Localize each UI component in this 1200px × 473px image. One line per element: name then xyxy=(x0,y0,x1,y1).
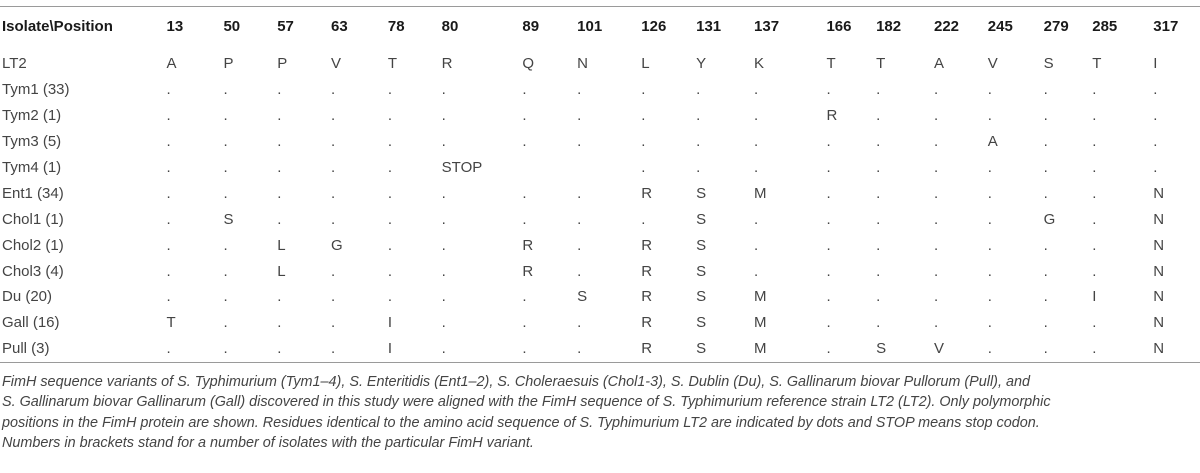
residue-cell: . xyxy=(277,340,282,358)
residue-cell: . xyxy=(696,133,701,151)
residue-cell: . xyxy=(223,81,228,99)
residue-cell: S xyxy=(696,340,707,358)
position-header-57: 57 xyxy=(277,17,294,35)
position-header-50: 50 xyxy=(223,17,241,35)
residue-cell: I xyxy=(1153,55,1158,73)
residue-cell: . xyxy=(166,288,171,306)
residue-cell: . xyxy=(577,107,582,125)
residue-cell: . xyxy=(641,107,646,125)
residue-cell: . xyxy=(441,288,446,306)
residue-cell: . xyxy=(1092,210,1097,228)
residue-cell: . xyxy=(387,210,393,228)
residue-cell: . xyxy=(934,184,939,202)
residue-cell: . xyxy=(331,159,336,176)
residue-cell: . xyxy=(641,133,646,151)
residue-cell: . xyxy=(826,262,831,280)
residue-cell: . xyxy=(696,107,701,125)
residue-cell: . xyxy=(277,210,282,228)
residue-cell: Q xyxy=(522,55,535,73)
residue-cell: S xyxy=(696,236,707,254)
fimh-variant-table xyxy=(0,7,1200,362)
residue-cell: . xyxy=(522,184,527,202)
residue-cell: . xyxy=(223,184,228,202)
residue-cell: . xyxy=(331,210,336,228)
residue-cell: . xyxy=(1092,236,1097,254)
position-header-101: 101 xyxy=(577,17,603,35)
residue-cell: . xyxy=(987,288,992,306)
residue-cell: . xyxy=(987,107,992,125)
residue-cell: . xyxy=(387,262,393,280)
residue-cell: . xyxy=(277,184,282,202)
isolate-name: Chol3 (4) xyxy=(2,262,64,280)
residue-cell: . xyxy=(577,340,582,358)
residue-cell: . xyxy=(441,236,446,254)
residue-cell: . xyxy=(934,159,939,176)
residue-cell: . xyxy=(1092,184,1097,202)
table-row xyxy=(0,103,1200,129)
residue-cell: . xyxy=(277,107,282,125)
residue-cell: . xyxy=(754,81,759,99)
residue-cell: . xyxy=(1043,133,1048,151)
residue-cell: T xyxy=(826,55,836,73)
residue-cell: . xyxy=(522,210,527,228)
residue-cell: . xyxy=(1043,262,1048,280)
residue-cell: . xyxy=(1043,184,1048,202)
residue-cell: T xyxy=(387,55,398,73)
residue-cell: . xyxy=(696,81,701,99)
residue-cell: . xyxy=(577,184,582,202)
residue-cell: . xyxy=(826,210,831,228)
residue-cell: . xyxy=(987,184,992,202)
residue-cell: . xyxy=(331,340,336,358)
residue-cell: . xyxy=(277,133,282,151)
table-caption xyxy=(0,372,1198,454)
residue-cell: R xyxy=(641,314,653,332)
residue-cell: . xyxy=(696,159,701,176)
residue-cell: G xyxy=(1043,210,1056,228)
residue-cell: R xyxy=(441,55,453,73)
residue-cell: . xyxy=(826,288,831,306)
residue-cell: T xyxy=(876,55,886,73)
residue-cell: . xyxy=(522,340,527,358)
bottom-rule xyxy=(0,362,1200,363)
position-header-80: 80 xyxy=(441,17,459,35)
residue-cell: . xyxy=(1153,81,1158,99)
residue-cell: R xyxy=(522,262,534,280)
header-row xyxy=(0,7,1200,45)
residue-cell: . xyxy=(1092,107,1097,125)
residue-cell: . xyxy=(223,314,228,332)
residue-cell: . xyxy=(277,314,282,332)
residue-cell: N xyxy=(1153,262,1165,280)
residue-cell: . xyxy=(876,107,881,125)
residue-cell: . xyxy=(223,288,228,306)
isolate-name: Tym1 (33) xyxy=(2,81,70,99)
residue-cell: S xyxy=(696,184,707,202)
residue-cell: . xyxy=(166,133,171,151)
residue-cell: . xyxy=(331,184,336,202)
residue-cell: . xyxy=(754,210,759,228)
residue-cell: I xyxy=(387,340,393,358)
residue-cell: . xyxy=(387,81,393,99)
residue-cell: N xyxy=(1153,340,1165,358)
residue-cell: . xyxy=(387,236,393,254)
residue-cell: . xyxy=(826,184,831,202)
table-row xyxy=(0,232,1200,258)
residue-cell: . xyxy=(577,236,582,254)
table-row xyxy=(0,336,1200,362)
residue-cell: . xyxy=(876,133,881,151)
residue-cell: . xyxy=(1153,107,1158,125)
table-row xyxy=(0,129,1200,155)
residue-cell: L xyxy=(277,236,286,254)
caption-line: positions in the FimH protein are shown. Residues identical to the amino acid sequence of S. Typhimurium LT2 are indicated by dots and STOP means stop codon. xyxy=(2,414,1040,431)
isolate-name: Du (20) xyxy=(2,288,53,306)
residue-cell: . xyxy=(166,210,171,228)
residue-cell: . xyxy=(754,159,759,176)
residue-cell: . xyxy=(934,262,939,280)
table-row xyxy=(0,310,1200,336)
residue-cell: Y xyxy=(696,55,707,73)
residue-cell: . xyxy=(166,184,171,202)
residue-cell: . xyxy=(223,133,228,151)
residue-cell: . xyxy=(387,184,393,202)
residue-cell: . xyxy=(331,107,336,125)
table-row xyxy=(0,45,1200,77)
residue-cell: . xyxy=(987,314,992,332)
residue-cell: . xyxy=(441,210,446,228)
residue-cell: S xyxy=(696,288,707,306)
residue-cell: . xyxy=(987,159,992,176)
residue-cell: . xyxy=(277,159,282,176)
residue-cell: . xyxy=(876,236,881,254)
table-figure xyxy=(0,6,1200,454)
residue-cell: N xyxy=(577,55,589,73)
residue-cell: . xyxy=(934,288,939,306)
residue-cell: . xyxy=(1043,288,1048,306)
residue-cell: . xyxy=(522,133,527,151)
residue-cell: . xyxy=(441,184,446,202)
residue-cell: . xyxy=(876,184,881,202)
residue-cell: R xyxy=(641,262,653,280)
residue-cell: R xyxy=(641,288,653,306)
residue-cell: M xyxy=(754,288,767,306)
residue-cell: . xyxy=(934,210,939,228)
residue-cell: . xyxy=(522,288,527,306)
residue-cell: S xyxy=(1043,55,1054,73)
isolate-name: Ent1 (34) xyxy=(2,184,64,202)
caption-line: S. Gallinarum biovar Gallinarum (Gall) discovered in this study were aligned with the FimH sequence of S. Typhimurium reference strain LT2 (LT2). Only polymorphic xyxy=(2,394,1051,411)
residue-cell: . xyxy=(1092,314,1097,332)
residue-cell: V xyxy=(331,55,342,73)
residue-cell: . xyxy=(826,159,831,176)
residue-cell: . xyxy=(441,81,446,99)
residue-cell: . xyxy=(331,81,336,99)
isolate-name: Tym2 (1) xyxy=(2,107,62,125)
isolate-name: Pull (3) xyxy=(2,340,50,358)
residue-cell: P xyxy=(223,55,234,73)
table-row xyxy=(0,77,1200,103)
residue-cell: . xyxy=(166,236,171,254)
residue-cell: . xyxy=(934,236,939,254)
residue-cell: . xyxy=(1092,340,1097,358)
residue-cell: . xyxy=(331,262,336,280)
residue-cell: . xyxy=(441,133,446,151)
residue-cell: . xyxy=(754,107,759,125)
residue-cell: . xyxy=(1043,236,1048,254)
residue-cell: . xyxy=(522,107,527,125)
residue-cell: . xyxy=(441,262,446,280)
position-header-166: 166 xyxy=(826,17,852,35)
residue-cell: S xyxy=(876,340,887,358)
residue-cell: . xyxy=(876,262,881,280)
residue-cell: . xyxy=(641,81,646,99)
residue-cell: . xyxy=(754,133,759,151)
residue-cell: . xyxy=(641,210,646,228)
residue-cell: . xyxy=(166,159,171,176)
residue-cell: . xyxy=(577,133,582,151)
residue-cell: . xyxy=(876,288,881,306)
residue-cell: G xyxy=(331,236,343,254)
caption-line: Numbers in brackets stand for a number of isolates with the particular FimH variant. xyxy=(2,435,534,452)
residue-cell: . xyxy=(826,133,831,151)
residue-cell: . xyxy=(1043,107,1048,125)
residue-cell: . xyxy=(166,81,171,99)
residue-cell: . xyxy=(754,236,759,254)
table-row xyxy=(0,284,1200,310)
isolate-name: Tym3 (5) xyxy=(2,133,62,151)
residue-cell: R xyxy=(826,107,838,125)
residue-cell: . xyxy=(987,210,992,228)
residue-cell: S xyxy=(696,314,707,332)
residue-cell: . xyxy=(331,133,336,151)
position-header-279: 279 xyxy=(1043,17,1069,35)
residue-cell: N xyxy=(1153,236,1165,254)
residue-cell: . xyxy=(441,107,446,125)
residue-cell: . xyxy=(826,314,831,332)
residue-cell: . xyxy=(826,236,831,254)
position-header-63: 63 xyxy=(331,17,348,35)
residue-cell: . xyxy=(826,340,831,358)
residue-cell: . xyxy=(522,314,527,332)
residue-cell: L xyxy=(641,55,650,73)
residue-cell: . xyxy=(522,81,527,99)
residue-cell: M xyxy=(754,184,767,202)
residue-cell: . xyxy=(223,236,228,254)
residue-cell: . xyxy=(1043,340,1048,358)
position-header-285: 285 xyxy=(1092,17,1118,35)
residue-cell: . xyxy=(1092,262,1097,280)
residue-cell: T xyxy=(166,314,176,332)
residue-cell: . xyxy=(1043,314,1048,332)
residue-cell: T xyxy=(1092,55,1102,73)
residue-cell: . xyxy=(441,314,446,332)
residue-cell: L xyxy=(277,262,286,280)
residue-cell: . xyxy=(1043,81,1048,99)
position-header-222: 222 xyxy=(934,17,960,35)
header-isolate-position: Isolate\Position xyxy=(2,17,113,35)
residue-cell: . xyxy=(223,107,228,125)
residue-cell: . xyxy=(934,314,939,332)
residue-cell: . xyxy=(876,159,881,176)
residue-cell: . xyxy=(876,81,881,99)
residue-cell: I xyxy=(387,314,393,332)
residue-cell: . xyxy=(1043,159,1048,176)
position-header-78: 78 xyxy=(387,17,405,35)
residue-cell: R xyxy=(641,340,653,358)
isolate-name: Chol1 (1) xyxy=(2,210,64,228)
residue-cell: . xyxy=(641,159,646,176)
residue-cell: . xyxy=(387,133,393,151)
residue-cell: . xyxy=(223,340,228,358)
residue-cell: STOP xyxy=(441,159,483,176)
residue-cell: . xyxy=(934,107,939,125)
residue-cell: . xyxy=(166,340,171,358)
residue-cell: . xyxy=(987,236,992,254)
residue-cell: V xyxy=(987,55,998,73)
residue-cell: . xyxy=(277,288,282,306)
residue-cell: A xyxy=(987,133,998,151)
residue-cell: P xyxy=(277,55,288,73)
residue-cell: R xyxy=(522,236,534,254)
position-header-13: 13 xyxy=(166,17,184,35)
residue-cell: . xyxy=(577,314,582,332)
residue-cell: I xyxy=(1092,288,1097,306)
position-header-182: 182 xyxy=(876,17,902,35)
residue-cell: . xyxy=(223,262,228,280)
residue-cell: . xyxy=(934,133,939,151)
residue-cell: S xyxy=(696,210,707,228)
residue-cell: . xyxy=(331,314,336,332)
residue-cell: . xyxy=(277,81,282,99)
residue-cell: R xyxy=(641,184,653,202)
isolate-name: Tym4 (1) xyxy=(2,159,62,176)
isolate-name: LT2 xyxy=(2,55,27,73)
position-header-137: 137 xyxy=(754,17,780,35)
position-header-126: 126 xyxy=(641,17,667,35)
residue-cell: . xyxy=(166,262,171,280)
residue-cell: . xyxy=(387,159,393,176)
table-row xyxy=(0,206,1200,232)
residue-cell: . xyxy=(387,288,393,306)
position-header-89: 89 xyxy=(522,17,540,35)
table-row xyxy=(0,155,1200,181)
residue-cell: . xyxy=(577,210,582,228)
residue-cell: K xyxy=(754,55,765,73)
table-row xyxy=(0,258,1200,284)
residue-cell: . xyxy=(1153,133,1158,151)
residue-cell: S xyxy=(577,288,588,306)
residue-cell: . xyxy=(987,340,992,358)
residue-cell: S xyxy=(696,262,707,280)
residue-cell: . xyxy=(441,340,446,358)
position-header-317: 317 xyxy=(1153,17,1179,35)
residue-cell: A xyxy=(166,55,177,73)
residue-cell: V xyxy=(934,340,945,358)
residue-cell: M xyxy=(754,340,767,358)
residue-cell: . xyxy=(876,210,881,228)
residue-cell: . xyxy=(166,107,171,125)
residue-cell: A xyxy=(934,55,945,73)
caption-line: FimH sequence variants of S. Typhimurium (Tym1–4), S. Enteritidis (Ent1–2), S. Choleraesuis (Chol1-3), S. Dublin (Du), S. Gallinarum biovar Pullorum (Pull), and xyxy=(2,373,1030,390)
residue-cell: . xyxy=(577,81,582,99)
residue-cell: N xyxy=(1153,210,1165,228)
residue-cell: S xyxy=(223,210,234,228)
residue-cell: . xyxy=(987,262,992,280)
table-row xyxy=(0,180,1200,206)
residue-cell: . xyxy=(826,81,831,99)
residue-cell: M xyxy=(754,314,767,332)
residue-cell: . xyxy=(1092,81,1097,99)
residue-cell: . xyxy=(1153,159,1158,176)
residue-cell: . xyxy=(1092,133,1097,151)
residue-cell: . xyxy=(577,262,582,280)
residue-cell: R xyxy=(641,236,653,254)
residue-cell: . xyxy=(331,288,336,306)
residue-cell: . xyxy=(1092,159,1097,176)
residue-cell: . xyxy=(876,314,881,332)
residue-cell: . xyxy=(754,262,759,280)
residue-cell: N xyxy=(1153,314,1165,332)
residue-cell: N xyxy=(1153,184,1165,202)
position-header-245: 245 xyxy=(987,17,1013,35)
residue-cell: . xyxy=(223,159,228,176)
isolate-name: Chol2 (1) xyxy=(2,236,64,254)
position-header-131: 131 xyxy=(696,17,722,35)
residue-cell: . xyxy=(387,107,393,125)
isolate-name: Gall (16) xyxy=(2,314,60,332)
residue-cell: . xyxy=(934,81,939,99)
residue-cell: N xyxy=(1153,288,1165,306)
residue-cell: . xyxy=(987,81,992,99)
